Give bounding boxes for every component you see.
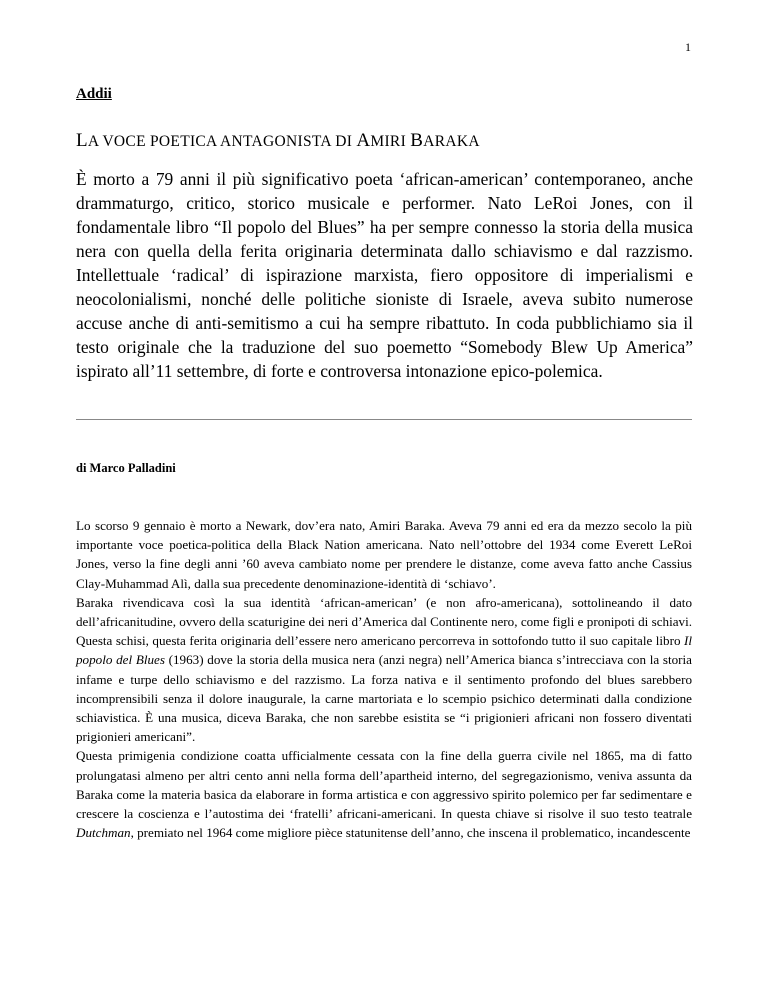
lead-paragraph: È morto a 79 anni il più significativo poeta ‘african-american’ contemporaneo, anche drammaturgo, critico, storico musicale e performer. Nato LeRoi Jones, con il fondamentale libro “Il popolo del Blues” ha per sempre connesso la storia della musica nera con quella della ferita originaria determinata dallo schiavismo e dal razzismo. Intellettuale ‘radical’ di ispirazione marxista, fiero oppositore di imperialismi e neocolonialismi, nonché delle politiche sioniste di Israele, aveva subito numerose accuse anche di anti-semitismo a cui ha sempre ribattuto. In coda pubblichiamo sia il testo originale che la traduzione del suo poemetto “Somebody Blew Up America” ispirato all’11 settembre, di forte e controversa intonazione epico-polemica. <box>76 169 693 381</box>
headline-cap-1: L <box>76 130 88 151</box>
headline-part-1: A VOCE POETICA ANTAGONISTA DI <box>87 133 357 150</box>
page-number: 1 <box>685 40 691 54</box>
play-title: Dutchman <box>76 825 131 841</box>
divider-line <box>76 419 692 420</box>
headline-cap-2: A <box>356 130 371 151</box>
body-paragraph-3-text-b: , premiato nel 1964 come migliore pièce statunitense dell’anno, che inscena il problematico, incandescente <box>130 825 691 841</box>
body-paragraph-2-text-a: Baraka rivendicava così la sua identità ‘african-american’ (e non afro-americana), sottolineando il dato dell’africanitudine, ovvero della scaturigine dei neri d’America dal Continente nero, come figli e pronipoti di schiavi. Questa schisi, questa ferita originaria dell’essere nero americano percorreva in sottofondo tutto il suo capitale libro <box>76 594 692 649</box>
body-paragraph-3-text-a: Questa primigenia condizione coatta ufficialmente cessata con la fine della guerra civile nel 1865, ma di fatto prolungatasi almeno per altri cento anni nella forma dell’apartheid interno, del segregazionismo, veniva assunta da Baraka come la materia basica da elaborare in forma artistica e con aggressivo spirito polemico per far sedimentare e crescere la coscienza e l’autostima dei ‘fratelli’ africani-americani. In questa chiave si risolve il suo testo teatrale <box>76 748 692 822</box>
body-paragraph-1: Lo scorso 9 gennaio è morto a Newark, dov’era nato, Amiri Baraka. Aveva 79 anni ed era da mezzo secolo la più importante voce poetica-politica della Black Nation americana. Nato nell’ottobre del 1934 come Everett LeRoi Jones, verso la fine degli anni ’60 aveva cambiato nome per prendere le distanze, come aveva fatto anche Cassius Clay-Muhammad Alì, dalla sua precedente denominazione-identità di ‘schiavo’. <box>76 518 692 591</box>
headline-cap-3: B <box>410 130 424 151</box>
body-paragraph-2-text-b: (1963) dove la storia della musica nera (anzi negra) nell’America bianca s’intrecciava con la storia infame e turpe dello schiavismo e del razzismo. La forza nativa e il sentimento profondo del blues sarebbero incomprensibili senza il dolore inaugurale, la carne martoriata e lo scempio psichico determinati dalla condizione schiavistica. È una musica, diceva Baraka, che non sarebbe esistita se “i prigionieri africani non fossero diventati prigionieri americani”. <box>76 652 692 745</box>
body-paragraph-2 <box>76 593 692 747</box>
article-body <box>76 516 692 842</box>
article-headline <box>76 130 480 152</box>
book-title: Il popolo del Blues <box>76 633 692 668</box>
body-paragraph-3 <box>76 746 692 842</box>
section-label: Addii <box>76 86 112 102</box>
headline-part-3: ARAKA <box>423 133 480 150</box>
headline-part-2: MIRI <box>370 133 411 150</box>
author-byline: di Marco Palladini <box>76 461 176 475</box>
